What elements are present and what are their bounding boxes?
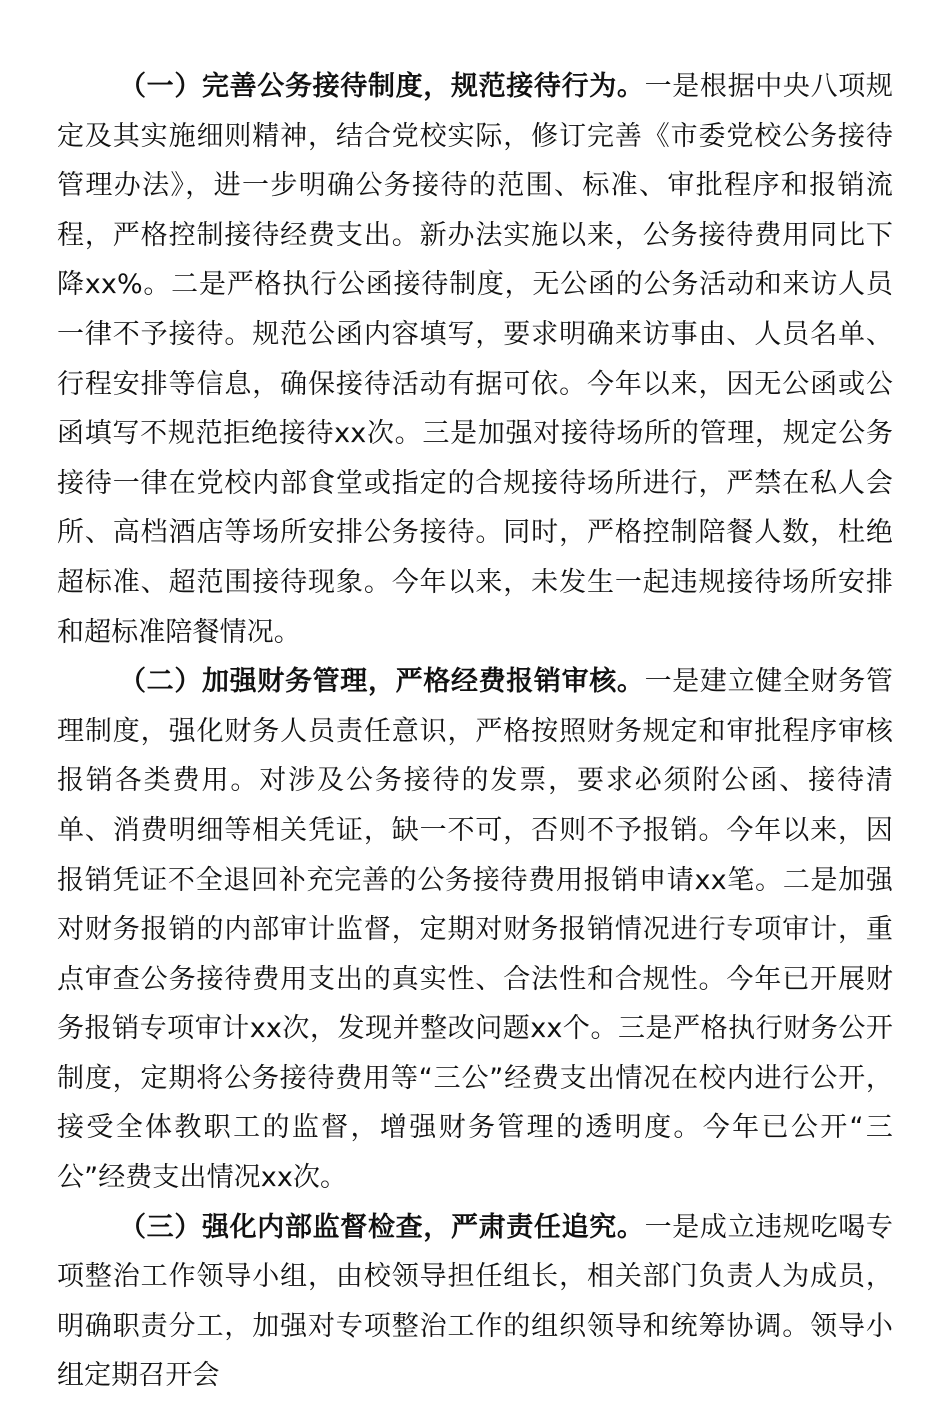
- section-body-2: 一是建立健全财务管理制度，强化财务人员责任意识，严格按照财务规定和审批程序审核报销各类费用。对涉及公务接待的发票，要求必须附公函、接待清单、消费明细等相关凭证，缺一不可，否则不予报销。今年以来，因报销凭证不全退回补充完善的公务接待费用报销申请xx笔。二是加强对财务报销的内部审计监督，定期对财务报销情况进行专项审计，重点审查公务接待费用支出的真实性、合法性和合规性。今年已开展财务报销专项审计xx次，发现并整改问题xx个。三是严格执行财务公开制度，定期将公务接待费用等“三公”经费支出情况在校内进行公开，接受全体教职工的监督，增强财务管理的透明度。今年已公开“三公”经费支出情况xx次。: [57, 666, 893, 1194]
- section-paragraph-1: [57, 62, 893, 657]
- section-body-1: 一是根据中央八项规定及其实施细则精神，结合党校实际，修订完善《市委党校公务接待管理办法》，进一步明确公务接待的范围、标准、审批程序和报销流程，严格控制接待经费支出。新办法实施以来，公务接待费用同比下降xx%。二是严格执行公函接待制度，无公函的公务活动和来访人员一律不予接待。规范公函内容填写，要求明确来访事由、人员名单、行程安排等信息，确保接待活动有据可依。今年以来，因无公函或公函填写不规范拒绝接待xx次。三是加强对接待场所的管理，规定公务接待一律在党校内部食堂或指定的合规接待场所进行，严禁在私人会所、高档酒店等场所安排公务接待。同时，严格控制陪餐人数，杜绝超标准、超范围接待现象。今年以来，未发生一起违规接待场所安排和超标准陪餐情况。: [57, 71, 893, 648]
- section-heading-1: （一）完善公务接待制度，规范接待行为。: [119, 71, 645, 102]
- section-body-3: 一是成立违规吃喝专项整治工作领导小组，由校领导担任组长，相关部门负责人为成员，明确职责分工，加强对专项整治工作的组织领导和统筹协调。领导小组定期召开会: [57, 1211, 893, 1392]
- section-paragraph-2: [57, 657, 893, 1203]
- document-page: [57, 62, 893, 1401]
- section-heading-2: （二）加强财务管理，严格经费报销审核。: [119, 666, 645, 698]
- section-heading-3: （三）强化内部监督检查，严肃责任追究。: [119, 1211, 645, 1243]
- section-paragraph-3: [57, 1203, 893, 1401]
